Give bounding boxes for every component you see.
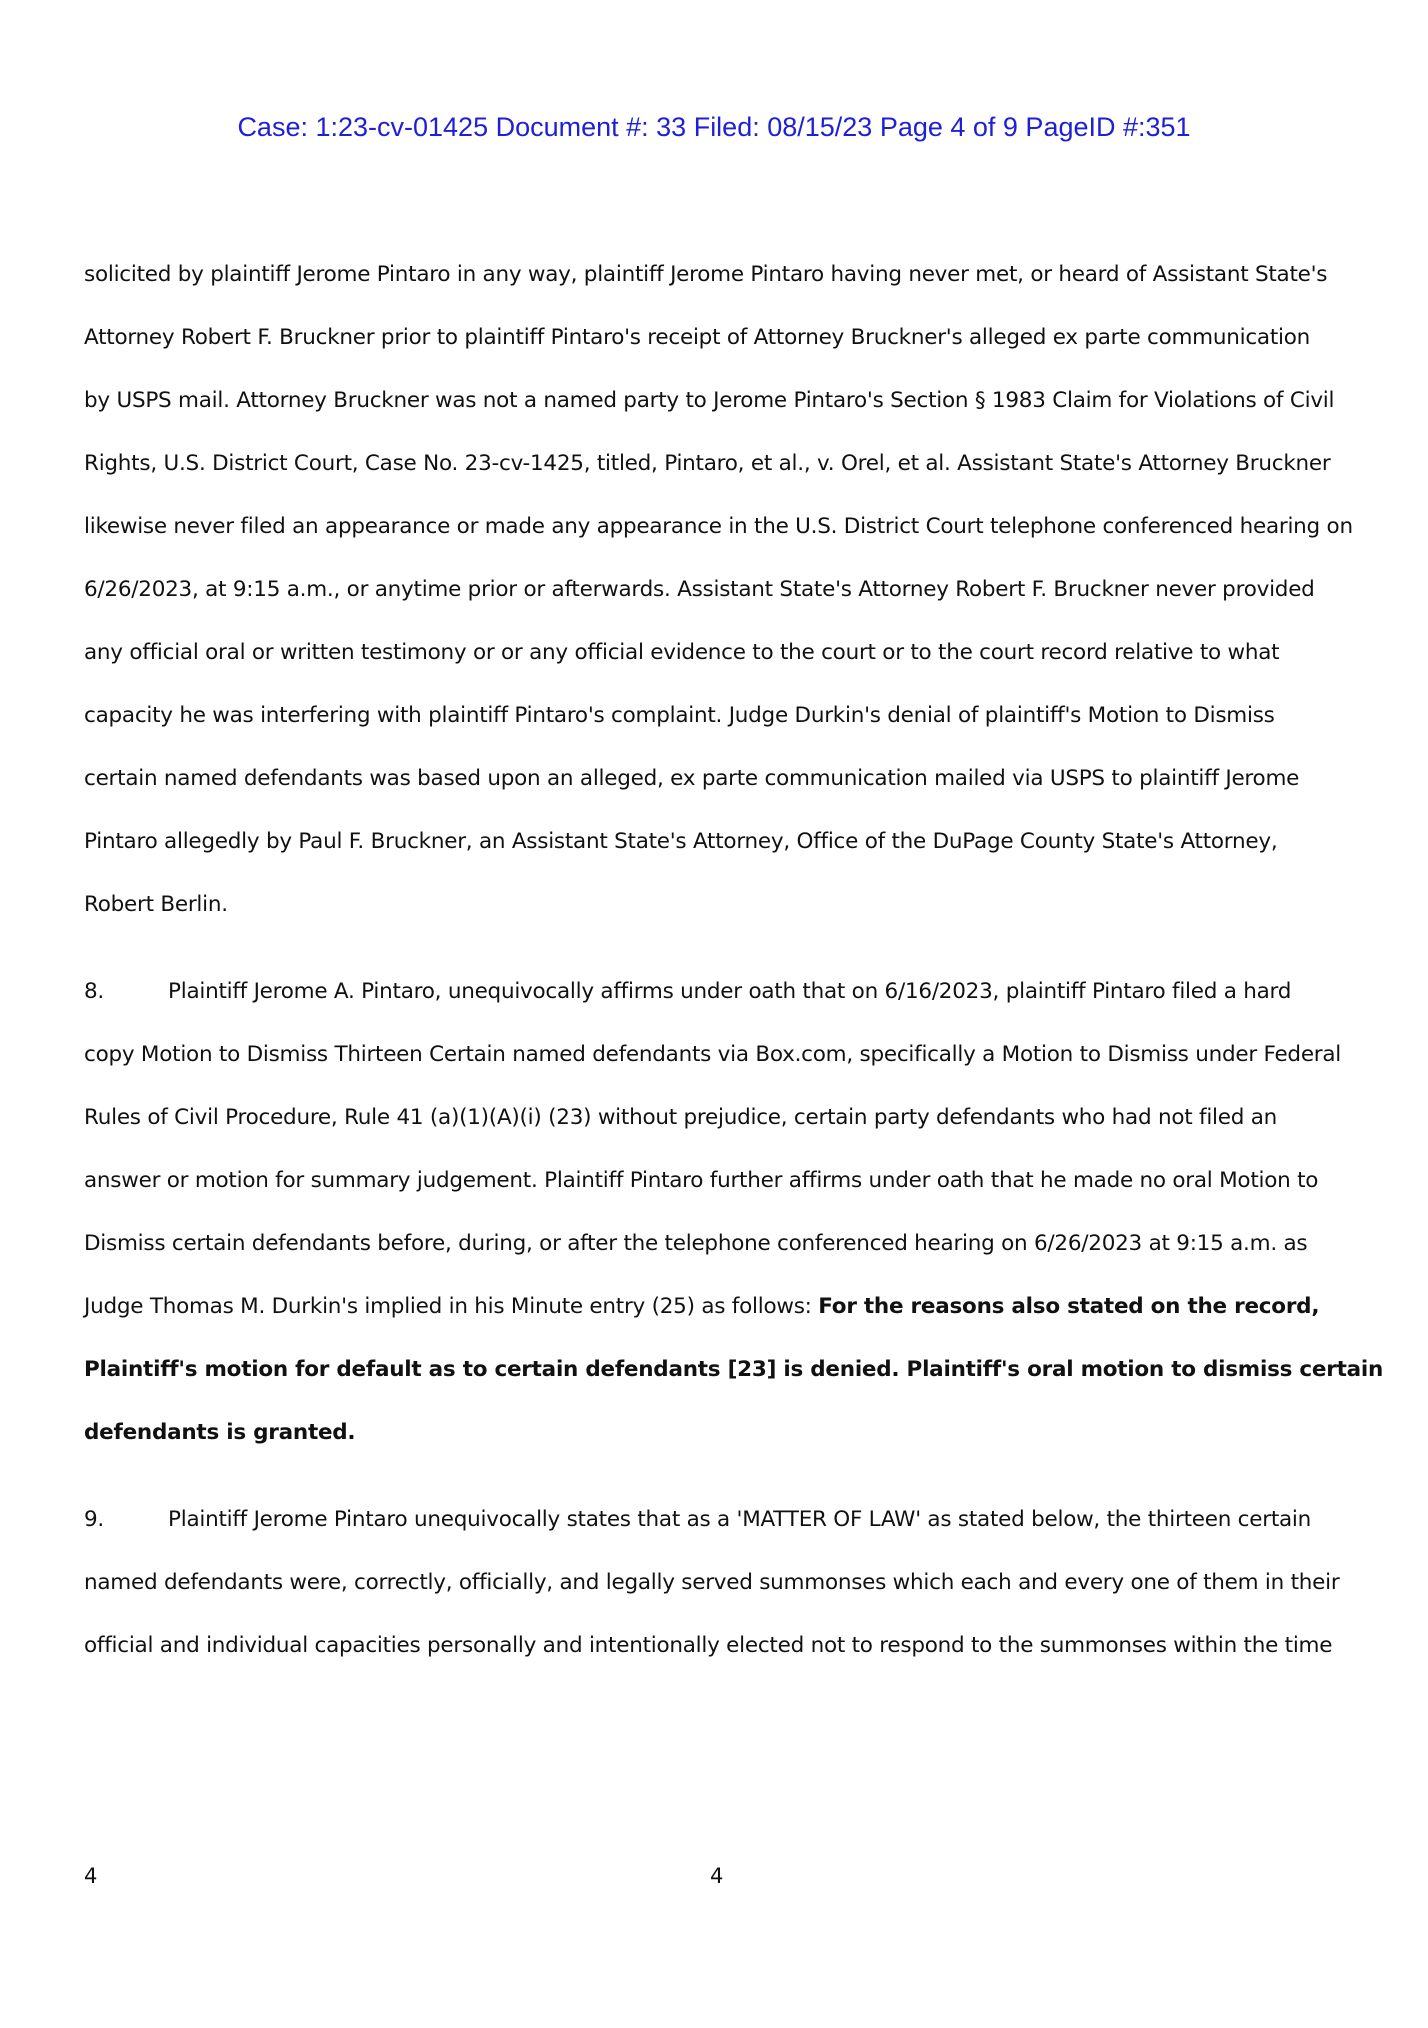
body-line: copy Motion to Dismiss Thirteen Certain named defendants via Box.com, specifically a Motion to Dismiss under Federal	[84, 1042, 1342, 1067]
body-line: Robert Berlin.	[84, 892, 228, 917]
document-body	[84, 0, 1384, 1700]
case-header: Case: 1:23-cv-01425 Document #: 33 Filed: 08/15/23 Page 4 of 9 PageID #:351	[237, 112, 1191, 142]
quoted-minute-entry-line: defendants is granted.	[84, 1420, 356, 1445]
footer-page-number-center: 4	[710, 1864, 724, 1888]
body-line: Attorney Robert F. Bruckner prior to plaintiff Pintaro's receipt of Attorney Bruckner's alleged ex parte communication	[84, 325, 1311, 350]
body-line: Dismiss certain defendants before, during, or after the telephone conferenced hearing on 6/26/2023 at 9:15 a.m. as	[84, 1231, 1308, 1256]
footer-page-number-left: 4	[84, 1864, 98, 1888]
body-line: 6/26/2023, at 9:15 a.m., or anytime prior or afterwards. Assistant State's Attorney Robert F. Bruckner never provided	[84, 577, 1315, 602]
paragraph-number: 8.	[84, 979, 105, 1004]
body-line: answer or motion for summary judgement. Plaintiff Pintaro further affirms under oath that he made no oral Motion to	[84, 1168, 1319, 1193]
paragraph-8-first-line	[84, 977, 1291, 1007]
body-line: capacity he was interfering with plaintiff Pintaro's complaint. Judge Durkin's denial of plaintiff's Motion to Dismiss	[84, 703, 1275, 728]
body-line: Rights, U.S. District Court, Case No. 23-cv-1425, titled, Pintaro, et al., v. Orel, et al. Assistant State's Attorney Bruckner	[84, 451, 1331, 476]
body-line: official and individual capacities personally and intentionally elected not to respond to the summonses within the time	[84, 1633, 1333, 1658]
paragraph-number: 9.	[84, 1507, 105, 1532]
body-line-text: Plaintiff Jerome Pintaro unequivocally states that as a 'MATTER OF LAW' as stated below, the thirteen certain	[168, 1507, 1312, 1532]
body-line: certain named defendants was based upon an alleged, ex parte communication mailed via USPS to plaintiff Jerome	[84, 766, 1300, 791]
body-line-mixed	[84, 1292, 1319, 1322]
body-line: by USPS mail. Attorney Bruckner was not a named party to Jerome Pintaro's Section § 1983 Claim for Violations of Civil	[84, 388, 1335, 413]
body-line: likewise never filed an appearance or made any appearance in the U.S. District Court telephone conferenced hearing on	[84, 514, 1353, 539]
body-line: Pintaro allegedly by Paul F. Bruckner, an Assistant State's Attorney, Office of the DuPage County State's Attorney,	[84, 829, 1278, 854]
quoted-minute-entry-line: Plaintiff's motion for default as to certain defendants [23] is denied. Plaintiff's oral motion to dismiss certain	[84, 1357, 1384, 1382]
body-line: Rules of Civil Procedure, Rule 41 (a)(1)(A)(i) (23) without prejudice, certain party defendants who had not filed an	[84, 1105, 1278, 1130]
body-line-text: Plaintiff Jerome A. Pintaro, unequivocally affirms under oath that on 6/16/2023, plaintiff Pintaro filed a hard	[168, 979, 1292, 1004]
body-line: any official oral or written testimony or or any official evidence to the court or to the court record relative to what	[84, 640, 1280, 665]
body-line: named defendants were, correctly, officially, and legally served summonses which each and every one of them in their	[84, 1570, 1340, 1595]
quoted-minute-entry: For the reasons also stated on the record,	[818, 1294, 1320, 1319]
body-line-text: Judge Thomas M. Durkin's implied in his Minute entry (25) as follows:	[84, 1294, 819, 1319]
paragraph-9-first-line	[84, 1505, 1311, 1535]
body-line: solicited by plaintiff Jerome Pintaro in any way, plaintiff Jerome Pintaro having never met, or heard of Assistant State's	[84, 262, 1328, 287]
